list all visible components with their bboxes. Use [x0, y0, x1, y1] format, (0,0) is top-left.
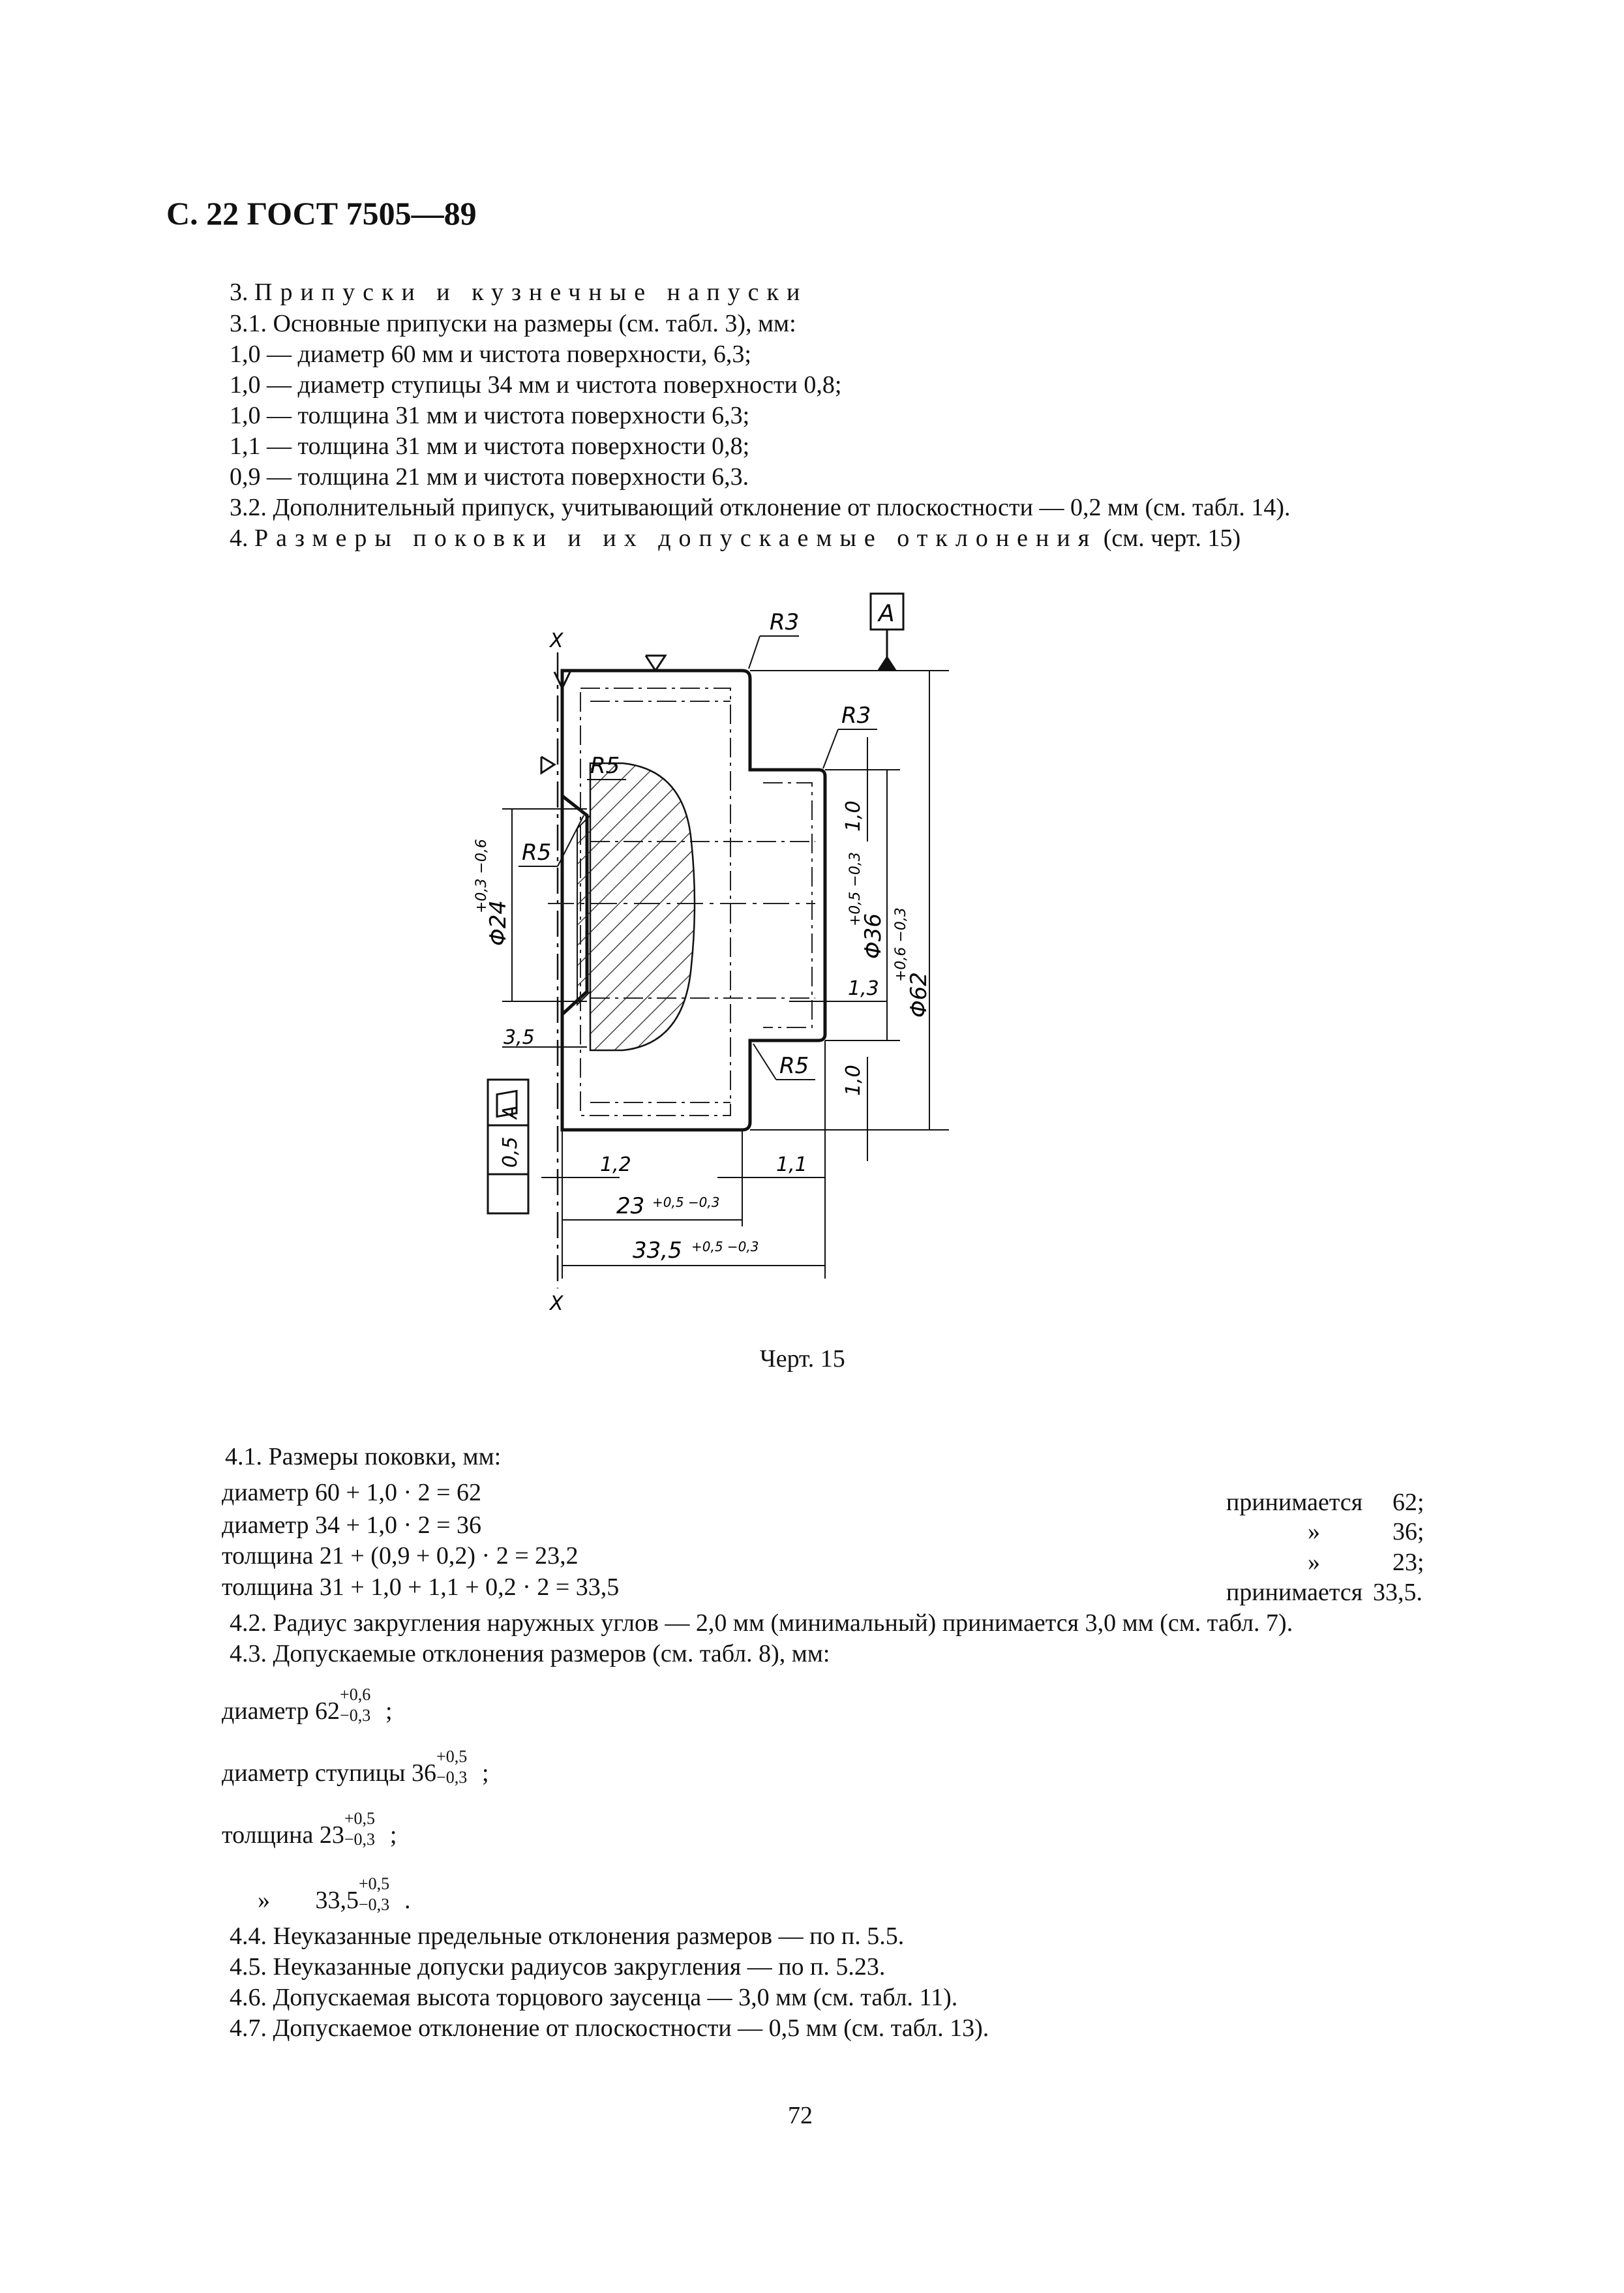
tolerance-upper: +0,5: [344, 1809, 376, 1828]
axis-x-top-label: X: [550, 630, 564, 652]
paragraph-3-1: 3.1. Основные припуски на размеры (см. табл. 3), мм:: [230, 310, 796, 337]
tolerance-nominal: 62: [315, 1697, 340, 1725]
dim-1-3: 1,3: [848, 977, 879, 1000]
dim-1-1: 1,1: [776, 1153, 807, 1176]
calc-row-3: толщина 21 + (0,9 + 0,2) · 2 = 23,2: [222, 1542, 579, 1570]
dim-1-0-bottom: 1,0: [842, 1065, 865, 1096]
tolerance-end: ;: [385, 1697, 393, 1725]
hatched-section: [590, 763, 695, 1050]
tolerance-lower: −0,3: [340, 1706, 371, 1725]
dim-23: 23: [616, 1193, 645, 1219]
frame-datum: А: [499, 1105, 522, 1119]
radius-r5-bottom: R5: [779, 1053, 809, 1079]
axis-x-bottom-label: X: [550, 1292, 564, 1315]
tolerance-row-2: [222, 1747, 489, 1788]
tolerance-end: .: [404, 1887, 411, 1914]
dim-d36: Φ36: [860, 913, 886, 959]
allowance-line-4: 1,1 — толщина 31 мм и чистота поверхности 0,8;: [230, 433, 750, 460]
frame-value: 0,5: [499, 1136, 522, 1168]
tolerance-lower: −0,3: [436, 1768, 468, 1787]
paragraph-4-6: 4.6. Допускаемая высота торцового заусенца — 3,0 мм (см. табл. 11).: [230, 1984, 958, 2011]
surface-finish-mark-left: [541, 757, 554, 773]
dim-1-2: 1,2: [600, 1153, 631, 1176]
calc-row-3-accept: »: [1308, 1549, 1320, 1576]
tolerance-row-3: [222, 1809, 397, 1850]
section-4-number: 4.: [230, 524, 248, 552]
tolerance-row-1: [222, 1685, 393, 1726]
tolerance-upper: +0,5: [359, 1874, 390, 1893]
radius-r5-left: R5: [522, 840, 552, 866]
paragraph-4-2: 4.2. Радиус закругления наружных углов — 2,0 мм (минимальный) принимается 3,0 мм (см. табл. 7).: [230, 1609, 1293, 1637]
tolerance-nominal: 33,5: [315, 1887, 359, 1914]
dim-33-5-tolerance: +0,5 −0,3: [691, 1239, 759, 1254]
calc-row-1: диаметр 60 + 1,0 · 2 = 62: [222, 1479, 482, 1506]
calc-row-1-accept: принимается: [1226, 1489, 1363, 1516]
dim-d24: Φ24: [485, 900, 511, 946]
allowance-line-3: 1,0 — толщина 31 мм и чистота поверхности 6,3;: [230, 402, 750, 429]
tolerance-upper: +0,5: [436, 1747, 468, 1766]
dim-d24-tolerance: +0,3 −0,6: [474, 839, 490, 913]
dim-d62-tolerance: +0,6 −0,3: [893, 907, 909, 982]
allowance-line-1: 1,0 — диаметр 60 мм и чистота поверхности, 6,3;: [230, 341, 751, 368]
tolerance-end: ;: [482, 1759, 489, 1787]
paragraph-4-7: 4.7. Допускаемое отклонение от плоскостности — 0,5 мм (см. табл. 13).: [230, 2014, 989, 2042]
calc-row-2-value: 36;: [1392, 1518, 1424, 1545]
tolerance-lower: −0,3: [344, 1830, 376, 1849]
page-header: С. 22 ГОСТ 7505—89: [166, 195, 477, 232]
tolerance-label: диаметр: [222, 1697, 309, 1725]
radius-r5-top: R5: [590, 753, 620, 779]
tolerance-label: толщина: [222, 1821, 314, 1849]
dim-23-tolerance: +0,5 −0,3: [652, 1194, 720, 1210]
section-4-title: Размеры поковки и их допускаемые отклонения: [254, 524, 1098, 552]
dim-d62: Φ62: [906, 971, 932, 1018]
section-3-heading: [230, 277, 807, 307]
paragraph-3-2: 3.2. Дополнительный припуск, учитывающий отклонение от плоскостности — 0,2 мм (см. табл. 14).: [230, 494, 1291, 521]
calc-row-1-value: 62;: [1392, 1489, 1424, 1516]
section-4-reference: (см. черт. 15): [1103, 524, 1241, 552]
tolerance-upper: +0,6: [340, 1685, 371, 1704]
tolerance-row-4: [258, 1874, 411, 1915]
allowance-line-5: 0,9 — толщина 21 мм и чистота поверхности 6,3.: [230, 463, 749, 491]
section-3-title: Припуски и кузнечные напуски: [254, 279, 808, 306]
paragraph-4-1-title: 4.1. Размеры поковки, мм:: [225, 1443, 502, 1470]
tolerance-label: »: [258, 1887, 270, 1914]
calc-row-3-value: 23;: [1392, 1549, 1424, 1576]
radius-r3-top: R3: [770, 609, 800, 635]
dim-33-5: 33,5: [633, 1238, 682, 1264]
datum-triangle: [877, 656, 897, 671]
tolerance-nominal: 23: [319, 1821, 344, 1849]
radius-r3-right: R3: [841, 703, 871, 729]
calc-row-4-value: 33,5.: [1373, 1579, 1422, 1606]
paragraph-4-4: 4.4. Неуказанные предельные отклонения размеров — по п. 5.5.: [230, 1922, 905, 1950]
dim-d36-tolerance: +0,5 −0,3: [847, 852, 864, 926]
hub-contour: [763, 783, 812, 1027]
tolerance-label: диаметр ступицы: [222, 1759, 406, 1787]
calc-row-4-accept: принимается: [1226, 1579, 1363, 1606]
section-3-number: 3.: [230, 279, 248, 306]
paragraph-4-3: 4.3. Допускаемые отклонения размеров (см. табл. 8), мм:: [230, 1640, 830, 1667]
calc-row-2: диаметр 34 + 1,0 · 2 = 36: [222, 1511, 482, 1539]
tolerance-end: ;: [389, 1821, 397, 1849]
tolerance-nominal: 36: [412, 1759, 437, 1787]
page-number: 72: [788, 2102, 813, 2129]
section-4-heading: [230, 523, 1241, 553]
allowance-line-2: 1,0 — диаметр ступицы 34 мм и чистота поверхности 0,8;: [230, 371, 842, 399]
calc-row-4: толщина 31 + 1,0 + 1,1 + 0,2 · 2 = 33,5: [222, 1573, 620, 1601]
drawing-caption: Черт. 15: [760, 1345, 845, 1373]
hatched-bore: [577, 815, 590, 1005]
dim-1-0-top: 1,0: [842, 800, 865, 832]
dim-3-5: 3,5: [504, 1026, 535, 1049]
paragraph-4-5: 4.5. Неуказанные допуски радиусов закругления — по п. 5.23.: [230, 1953, 886, 1981]
tolerance-lower: −0,3: [359, 1895, 390, 1914]
datum-label: А: [879, 600, 895, 627]
forging-drawing: [457, 574, 1017, 1331]
calc-row-2-accept: »: [1308, 1518, 1320, 1545]
surface-finish-mark-top: [646, 656, 665, 671]
